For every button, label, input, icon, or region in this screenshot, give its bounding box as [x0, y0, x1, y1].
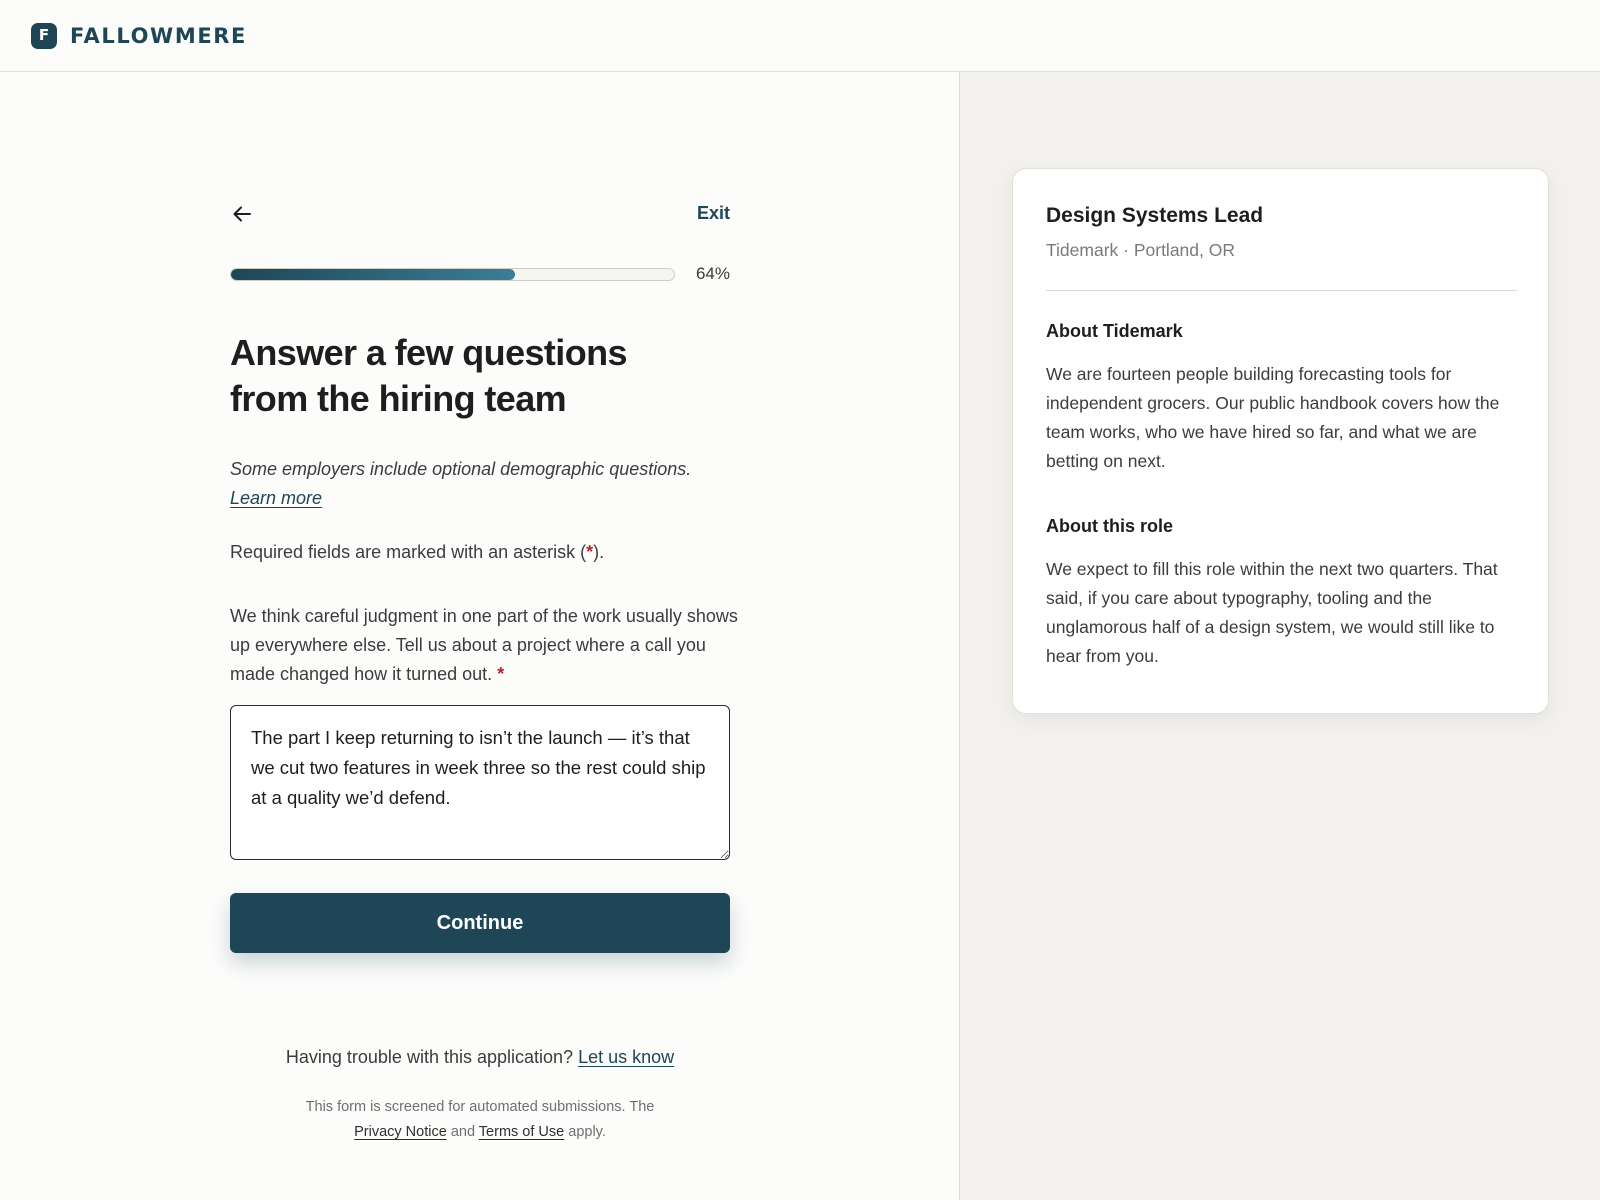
required-note-prefix: Required fields are marked with an asterisk ( — [230, 542, 587, 562]
progress-label: 64% — [695, 264, 730, 283]
help-text — [230, 1047, 730, 1068]
demographic-intro-text: Some employers include optional demographic questions. — [230, 459, 692, 479]
legal-and: and — [450, 1124, 476, 1140]
about-company-body: We are fourteen people building forecasting tools for independent grocers. Our public handbook covers how the team works, who we have hired so far, and what we are betting on next. — [1046, 364, 1500, 471]
required-fields-note — [230, 542, 730, 563]
exit-link[interactable]: Exit — [696, 203, 730, 223]
question-text: We think careful judgment in one part of the work usually shows up everywhere else. Tell us about a project where a call you made changed how it turned out. — [230, 606, 738, 684]
continue-button[interactable]: Continue — [230, 893, 730, 953]
required-note-suffix: ). — [593, 542, 605, 562]
progress-track — [230, 268, 675, 281]
arrow-left-icon — [231, 203, 253, 225]
fallowmere-logo-icon[interactable] — [31, 23, 57, 49]
top-bar — [0, 0, 1600, 72]
job-summary-card — [1012, 168, 1549, 714]
brand-name[interactable]: FALLOWMERE — [70, 23, 247, 48]
page-title — [230, 330, 730, 422]
page-title-line-2: from the hiring team — [230, 378, 567, 419]
answer-textarea[interactable] — [230, 705, 730, 860]
page-title-line-1: Answer a few questions — [230, 332, 627, 373]
legal-notice — [230, 1095, 730, 1145]
terms-of-use-link[interactable]: Terms of Use — [478, 1124, 565, 1140]
legal-line-1: This form is screened for automated submissions. The — [305, 1099, 655, 1115]
job-title: Design Systems Lead — [1046, 204, 1264, 227]
question-label — [230, 602, 740, 689]
learn-more-link[interactable]: Learn more — [230, 488, 323, 508]
required-asterisk: * — [586, 542, 594, 562]
about-company-heading: About Tidemark — [1046, 321, 1183, 341]
job-company-location: Tidemark · Portland, OR — [1046, 240, 1235, 260]
progress-fill — [231, 269, 515, 280]
question-required-asterisk: * — [497, 664, 505, 684]
about-role-body: We expect to fill this role within the next two quarters. That said, if you care about typography, tooling and the unglamorous half of a design system, we would still like to hear from you. — [1046, 559, 1498, 666]
form-nav-row — [230, 200, 730, 228]
about-role-heading: About this role — [1046, 516, 1173, 536]
demographic-intro — [230, 455, 740, 513]
logo-letter: F — [38, 26, 50, 44]
legal-suffix: apply. — [568, 1124, 606, 1140]
back-button[interactable] — [230, 202, 254, 226]
progress-indicator — [230, 263, 730, 285]
privacy-notice-link[interactable]: Privacy Notice — [354, 1124, 447, 1140]
let-us-know-link[interactable]: Let us know — [578, 1047, 675, 1067]
help-prompt: Having trouble with this application? — [285, 1047, 574, 1067]
divider — [1046, 290, 1517, 291]
